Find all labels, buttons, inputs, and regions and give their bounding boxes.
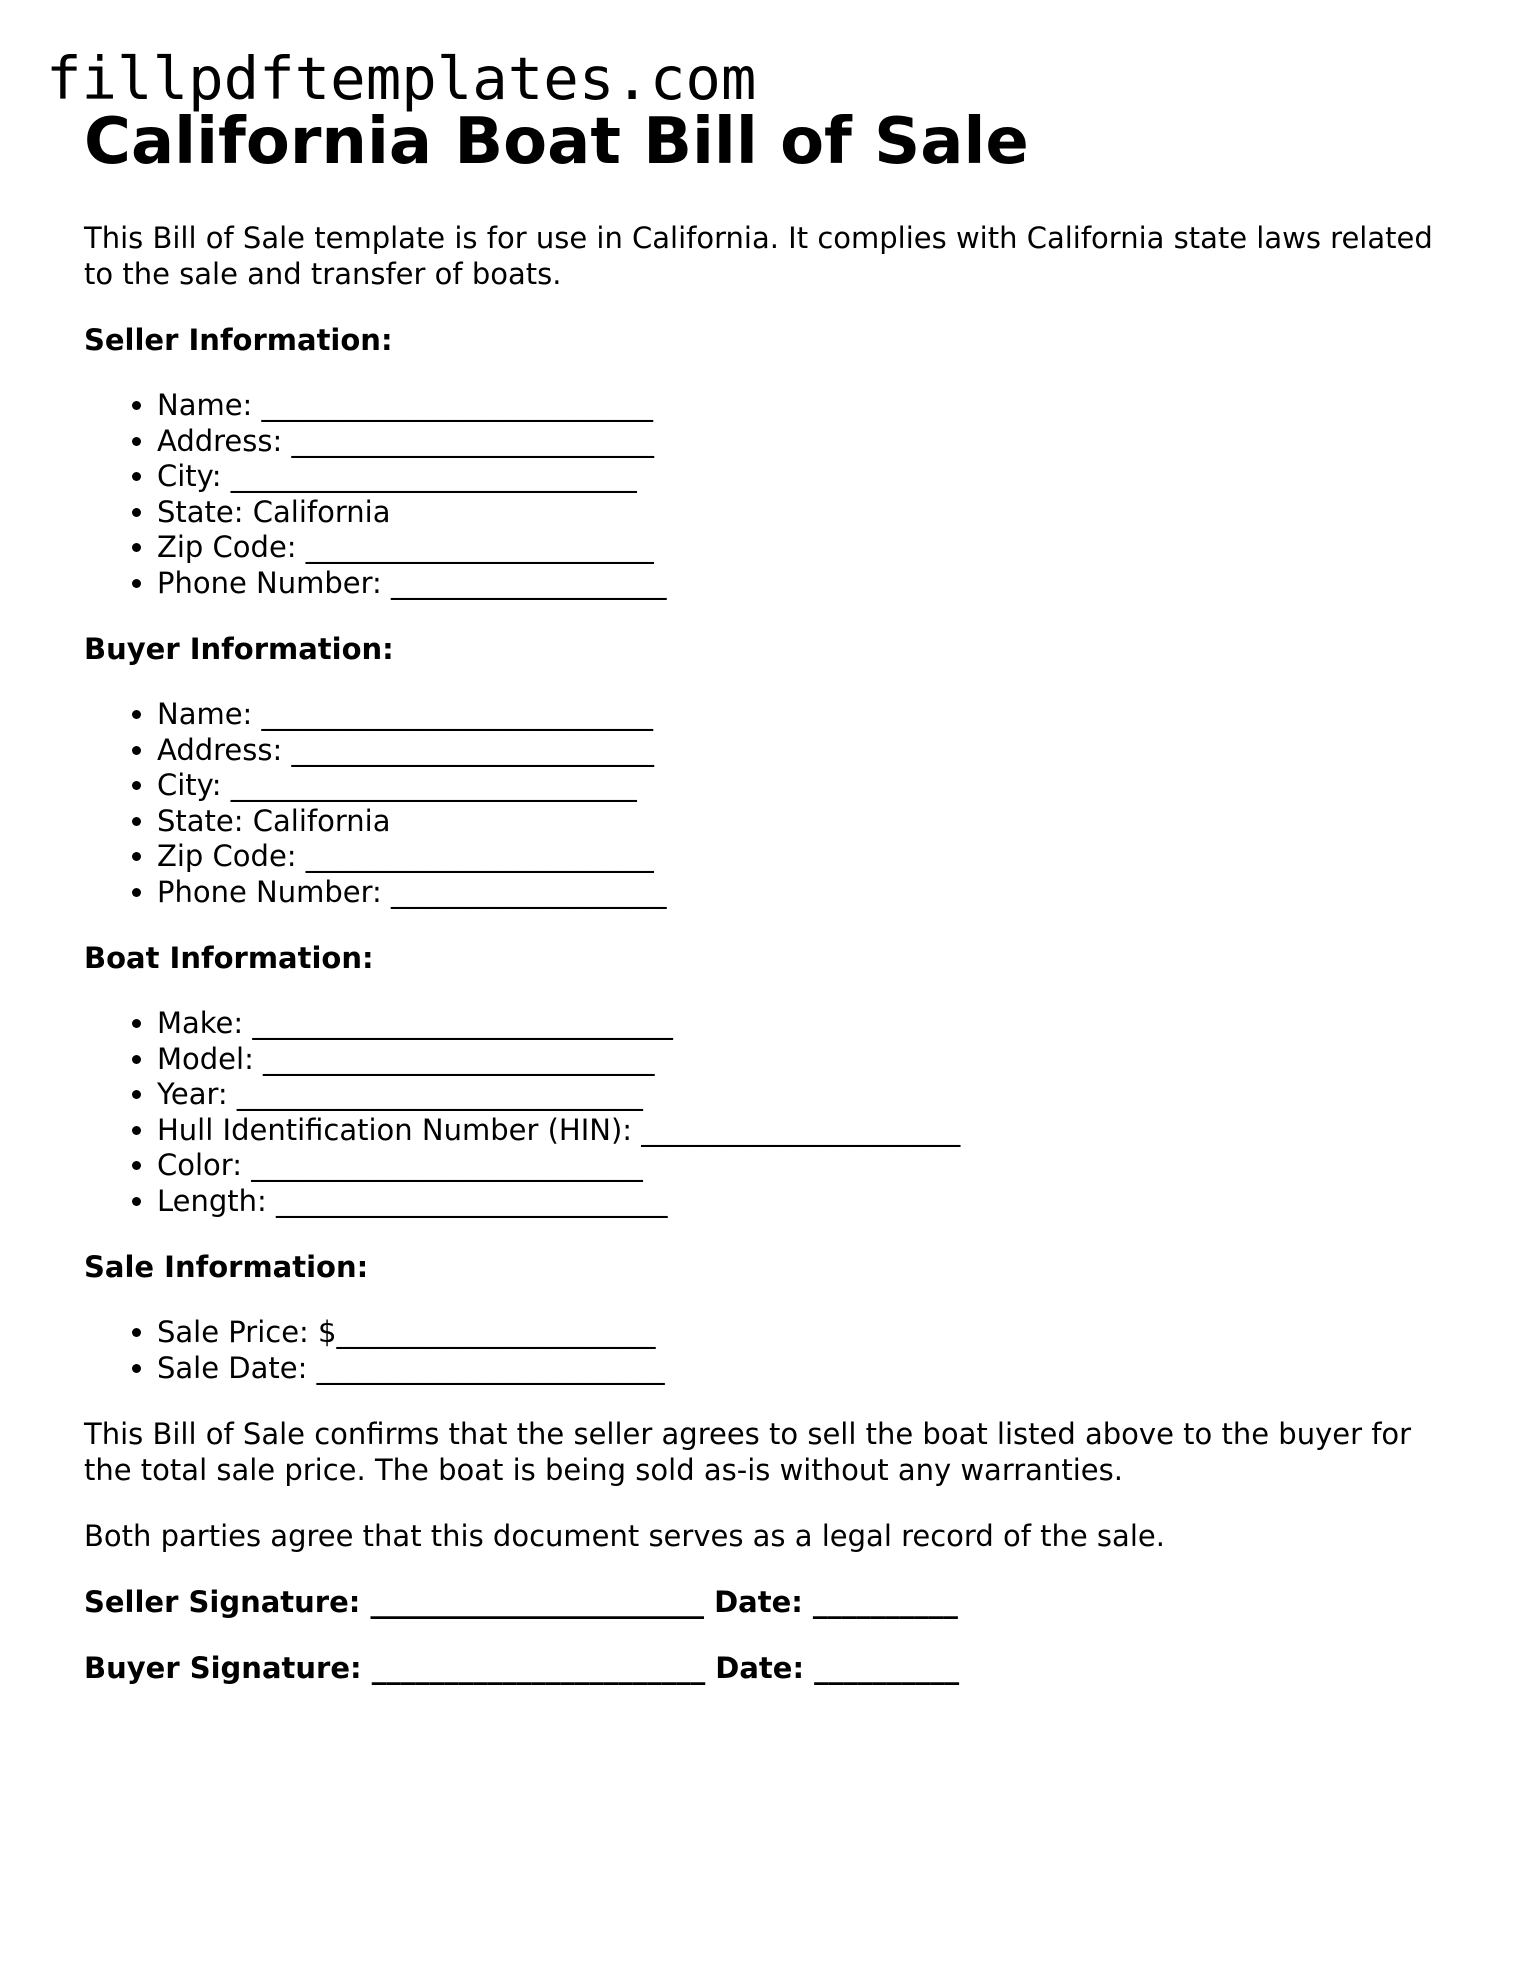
seller-zip-field: • Zip Code: ________________________ (157, 530, 1444, 566)
seller-city-field: • City: ____________________________ (157, 459, 1444, 495)
sale-section-heading: Sale Information: (84, 1250, 369, 1284)
watermark-text: fillpdftemplates.com (46, 44, 757, 113)
boat-make-field: • Make: _____________________________ (157, 1006, 1444, 1042)
boat-info-list (84, 1006, 1444, 1219)
seller-name-field: • Name: ___________________________ (157, 388, 1444, 424)
buyer-signature-line: Buyer Signature: _______________________ Date: __________ (84, 1651, 960, 1685)
sale-info-list (84, 1315, 1444, 1386)
seller-info-list (84, 388, 1444, 601)
boat-color-field: • Color: ___________________________ (157, 1148, 1444, 1184)
sale-price-field: • Sale Price: $______________________ (157, 1315, 1444, 1351)
buyer-city-field: • City: ____________________________ (157, 768, 1444, 804)
buyer-zip-field: • Zip Code: ________________________ (157, 839, 1444, 875)
buyer-section-heading: Buyer Information: (84, 632, 394, 666)
agreement-paragraph: Both parties agree that this document serves as a legal record of the sale. (84, 1519, 1165, 1553)
seller-section-heading: Seller Information: (84, 323, 393, 357)
document-title: California Boat Bill of Sale (84, 105, 1029, 179)
seller-state-field: • State: California (157, 495, 1444, 531)
document-body (84, 104, 1444, 1686)
intro-paragraph: This Bill of Sale template is for use in California. It complies with California state laws related to the sale and transfer of boats. (84, 221, 1433, 291)
buyer-address-field: • Address: _________________________ (157, 733, 1444, 769)
boat-length-field: • Length: ___________________________ (157, 1184, 1444, 1220)
buyer-name-field: • Name: ___________________________ (157, 697, 1444, 733)
boat-hin-field: • Hull Identification Number (HIN): ______________________ (157, 1113, 1444, 1149)
sale-date-field: • Sale Date: ________________________ (157, 1351, 1444, 1387)
boat-year-field: • Year: ____________________________ (157, 1077, 1444, 1113)
seller-signature-line: Seller Signature: _______________________ Date: __________ (84, 1585, 958, 1619)
buyer-phone-field: • Phone Number: ___________________ (157, 875, 1444, 911)
seller-address-field: • Address: _________________________ (157, 424, 1444, 460)
buyer-info-list (84, 697, 1444, 910)
confirmation-paragraph: This Bill of Sale confirms that the seller agrees to sell the boat listed above to the buyer for the total sale price. The boat is being sold as-is without any warranties. (84, 1417, 1412, 1487)
seller-phone-field: • Phone Number: ___________________ (157, 566, 1444, 602)
boat-model-field: • Model: ___________________________ (157, 1042, 1444, 1078)
boat-section-heading: Boat Information: (84, 941, 374, 975)
buyer-state-field: • State: California (157, 804, 1444, 840)
